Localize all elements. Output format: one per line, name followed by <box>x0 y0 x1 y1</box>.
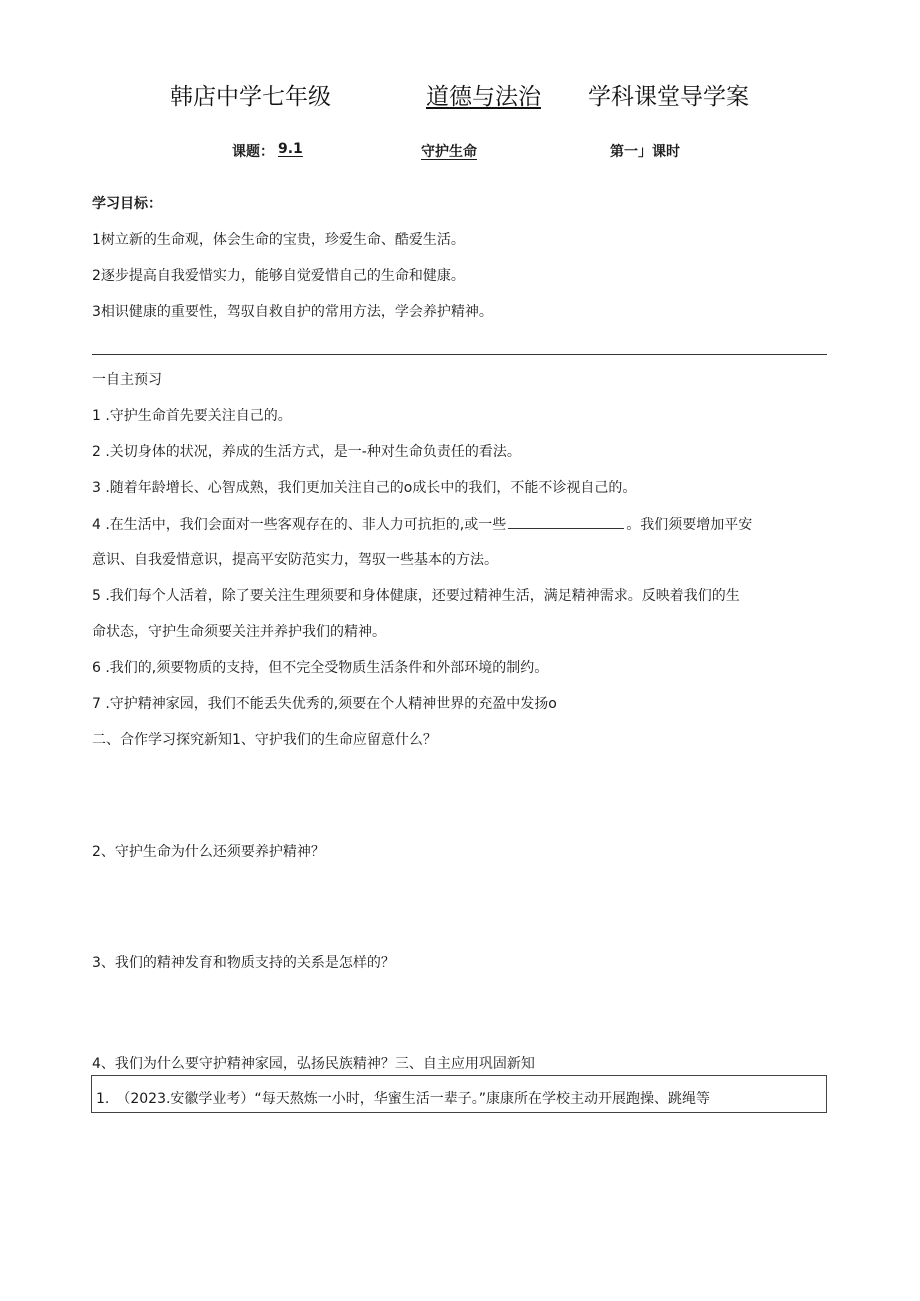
preview-item: 2 .关切身体的状况，养成的生活方式，是一-种对生命负责任的看法。 <box>92 444 521 460</box>
coop-question: 二、合作学习探究新知1、守护我们的生命应留意什么？ <box>92 732 437 748</box>
doc-type-title: 学科课堂导学案 <box>588 84 749 110</box>
exercise-question: 1. （2023.安徽学业考）“每天熬炼一小时，华蜜生活一辈子。”康康所在学校主动开展跑操、跳绳等 <box>96 1091 710 1107</box>
objective-item: 3相识健康的重要性，驾驭自救自护的常用方法，学会养护精神。 <box>92 304 493 320</box>
subject-title: 道德与法治 <box>426 84 541 110</box>
objectives-heading: 学习目标： <box>92 196 162 212</box>
preview-item: 7 .守护精神家园，我们不能丢失优秀的,须要在个人精神世界的充盈中发扬ο <box>92 696 557 712</box>
lesson-number-text: 9.1 <box>278 141 303 157</box>
preview-heading: 一自主预习 <box>92 372 162 388</box>
preview-item: 6 .我们的,须要物质的支持，但不完全受物质生活条件和外部环境的制约。 <box>92 660 549 676</box>
preview-item-part: 。我们须要增加平安 <box>626 517 753 533</box>
divider <box>92 354 827 355</box>
preview-item-part: 4 .在生活中，我们会面对一些客观存在的、非人力可抗拒的,或一些 <box>92 517 507 533</box>
preview-item <box>92 514 752 535</box>
preview-item: 3 .随着年龄增长、心智成熟，我们更加关注自己的ο成长中的我们，不能不诊视自己的。 <box>92 480 637 496</box>
coop-question: 3、我们的精神发育和物质支持的关系是怎样的？ <box>92 955 395 971</box>
preview-item: 1 .守护生命首先要关注自己的。 <box>92 408 292 424</box>
lesson-name: 守护生命 <box>421 144 477 160</box>
lesson-label: 课题： <box>232 144 274 160</box>
exercise-box <box>91 1075 827 1113</box>
preview-item: 命状态，守护生命须要关注并养护我们的精神。 <box>92 624 386 640</box>
coop-question: 4、我们为什么要守护精神家园，弘扬民族精神？三、自主应用巩固新知 <box>92 1056 535 1072</box>
objective-item: 1树立新的生命观，体会生命的宝贵，珍爱生命、酷爱生活。 <box>92 232 465 248</box>
preview-item: 5 .我们每个人活着，除了要关注生理须要和身体健康，还要过精神生活，满足精神需求。反映着我们的生 <box>92 588 740 604</box>
fill-blank <box>508 514 624 529</box>
preview-item: 意识、自我爱惜意识，提高平安防范实力，驾驭一些基本的方法。 <box>92 552 498 568</box>
objective-item: 2逐步提高自我爱惜实力，能够自觉爱惜自己的生命和健康。 <box>92 268 465 284</box>
coop-question: 2、守护生命为什么还须要养护精神？ <box>92 844 325 860</box>
lesson-period: 第一」课时 <box>610 144 680 160</box>
school-grade-title: 韩店中学七年级 <box>170 84 331 110</box>
